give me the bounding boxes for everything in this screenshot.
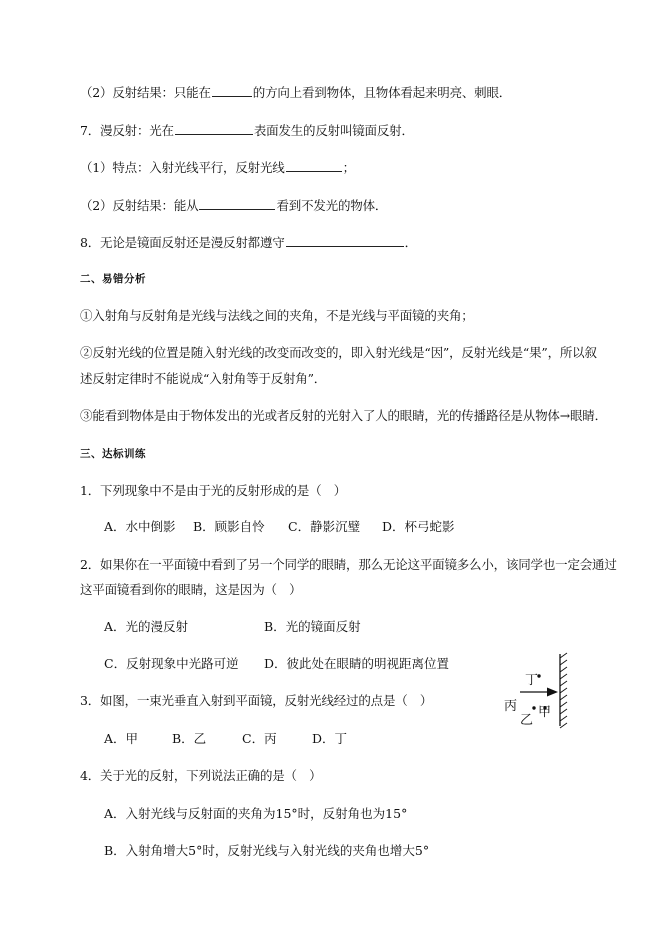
q1-option-a[interactable]: A．水中倒影 — [104, 519, 176, 534]
item-8-text-a: 8．无论是镜面反射还是漫反射都遵守 — [80, 235, 285, 250]
item-7-2-blank[interactable] — [199, 197, 275, 210]
item-7-text-b: 表面发生的反射叫镜面反射． — [253, 123, 414, 138]
question-3-stem: 3．如图，一束光垂直入射到平面镜，反射光线经过的点是（ ） — [80, 693, 433, 708]
item-7-1-text-a: （1）特点：入射光线平行，反射光线 — [80, 160, 285, 175]
item-8 — [80, 234, 417, 251]
q2-option-c[interactable]: C．反射现象中光路可逆 — [104, 656, 239, 671]
error-note-2-line-2: 述反射定律时不能说成“入射角等于反射角”． — [80, 371, 327, 386]
label-jia: 甲 — [538, 705, 552, 720]
point-yi — [532, 706, 535, 709]
mirror-hatching — [560, 653, 567, 728]
q1-option-d[interactable]: D．杯弓蛇影 — [382, 519, 455, 534]
item-7-text-a: 7．漫反射：光在 — [80, 123, 174, 138]
q3-option-a[interactable]: A．甲 — [104, 731, 139, 746]
item-7-2-text-b: 看到不发光的物体． — [276, 198, 388, 213]
item-8-blank[interactable] — [286, 234, 404, 247]
item-7-1-blank[interactable] — [286, 159, 342, 172]
question-2-stem-line-1: 2．如果你在一平面镜中看到了另一个同学的眼睛，那么无论这平面镜多么小，该同学也一定会通过 — [80, 557, 617, 572]
label-yi: 乙 — [520, 713, 534, 728]
q1-option-c[interactable]: C．静影沉璧 — [288, 519, 361, 534]
q2-option-a[interactable]: A．光的漫反射 — [104, 619, 189, 634]
q2-option-b[interactable]: B．光的镜面反射 — [264, 619, 361, 634]
q4-option-b[interactable]: B．入射角增大5°时，反射光线与入射光线的夹角也增大5° — [104, 843, 430, 858]
q3-option-d[interactable]: D．丁 — [312, 731, 348, 746]
question-4-stem: 4．关于光的反射，下列说法正确的是（ ） — [80, 768, 322, 783]
section-heading-error-analysis: 二、易错分析 — [80, 273, 146, 285]
q4-option-a[interactable]: A．入射光线与反射面的夹角为15°时，反射角也为15° — [104, 806, 408, 821]
q2-option-d[interactable]: D．彼此处在眼睛的明视距离位置 — [264, 656, 450, 671]
arrow-head-icon — [547, 688, 558, 697]
item-7-2-text-a: （2）反射结果：能从 — [80, 198, 199, 213]
item-6-2 — [80, 84, 511, 101]
question-1-stem: 1．下列现象中不是由于光的反射形成的是（ ） — [80, 483, 347, 498]
item-7-2 — [80, 197, 387, 214]
item-7 — [80, 122, 414, 139]
error-note-1: ①入射角与反射角是光线与法线之间的夹角，不是光线与平面镜的夹角； — [80, 308, 474, 323]
q1-option-b[interactable]: B．顾影自怜 — [193, 519, 265, 534]
label-ding: 丁 — [525, 673, 539, 688]
mirror-reflection-figure — [500, 650, 575, 732]
section-heading-practice: 三、达标训练 — [80, 448, 146, 460]
item-6-2-text-b: 的方向上看到物体，且物体看起来明亮、刺眼． — [252, 85, 512, 100]
label-bing: 丙 — [504, 699, 518, 714]
q3-option-b[interactable]: B．乙 — [172, 731, 207, 746]
error-note-2-line-1: ②反射光线的位置是随入射光线的改变而改变的，即入射光线是“因”，反射光线是“果”，所以叙 — [80, 345, 597, 360]
question-2-stem-line-2: 这平面镜看到你的眼睛，这是因为（ ） — [80, 582, 302, 597]
error-note-3: ③能看到物体是由于物体发出的光或者反射的光射入了人的眼睛，光的传播路径是从物体→眼睛． — [80, 408, 607, 423]
item-7-1 — [80, 159, 355, 176]
item-6-2-blank[interactable] — [212, 84, 252, 97]
item-6-2-text-a: （2）反射结果：只能在 — [80, 85, 211, 100]
item-7-blank[interactable] — [175, 122, 253, 135]
q3-option-c[interactable]: C．丙 — [242, 731, 277, 746]
item-8-text-b: ． — [404, 235, 417, 250]
item-7-1-text-b: ； — [342, 160, 355, 175]
